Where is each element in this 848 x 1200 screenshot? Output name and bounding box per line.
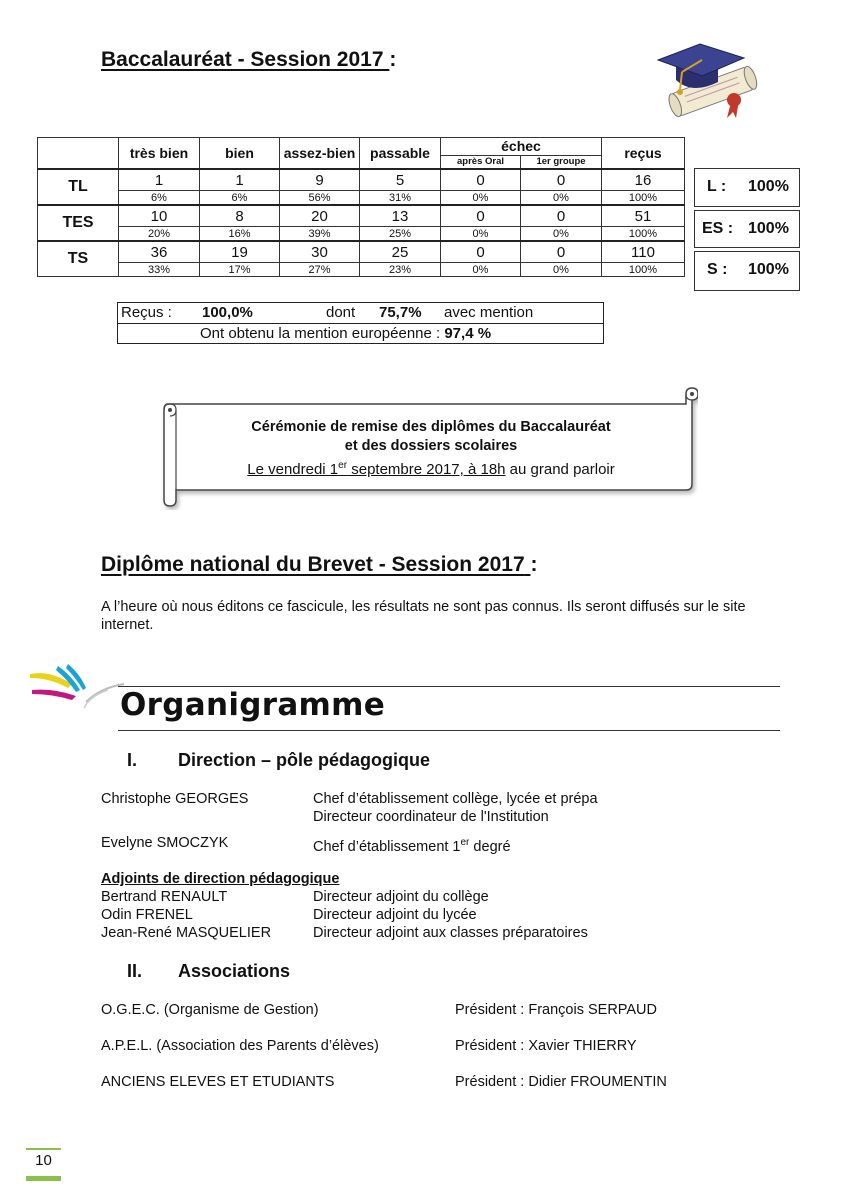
table-cell-pct: 17% (200, 263, 280, 277)
table-cell-pct: 100% (602, 227, 685, 242)
graduation-cap-diploma-icon (652, 40, 764, 122)
table-cell-pct: 100% (602, 191, 685, 206)
recus-dont: dont (326, 304, 356, 321)
table-cell: 5 (360, 169, 441, 191)
table-cell: 1 (200, 169, 280, 191)
side-box-es (694, 210, 800, 248)
staff-role-pre: Chef d’établissement 1 (313, 838, 461, 855)
brevet-heading-text: Diplôme national du Brevet - Session 2017 (101, 553, 525, 576)
staff-role (313, 834, 511, 856)
organigramme-title: Organigramme (120, 687, 386, 723)
association-name: A.P.E.L. (Association des Parents d’élèves) (101, 1038, 379, 1054)
brevet-heading (101, 553, 537, 577)
page-number: 10 (35, 1152, 52, 1169)
section-1-number: I. (127, 750, 138, 770)
recus-summary-box (117, 302, 604, 344)
table-cell: 16 (602, 169, 685, 191)
side-label: L : (707, 178, 727, 195)
ceremony-date-sup: er (338, 460, 348, 471)
col-header-recus: reçus (602, 138, 685, 170)
section-2-title: Associations (178, 961, 291, 981)
ceremony-date-line (176, 456, 686, 479)
table-cell: 36 (119, 241, 200, 263)
bac-heading (101, 48, 396, 72)
table-cell: 1 (119, 169, 200, 191)
side-label: ES : (702, 220, 734, 237)
table-cell-pct: 20% (119, 227, 200, 242)
section-2-number: II. (127, 961, 143, 981)
staff-name: Bertrand RENAULT (101, 889, 228, 905)
europe-value: 97,4 % (444, 325, 492, 342)
staff-name: Christophe GEORGES (101, 791, 249, 807)
ceremony-date-pre: Le vendredi 1 (247, 461, 339, 478)
ceremony-date-post: septembre 2017, à 18h (347, 461, 506, 478)
table-cell: 0 (441, 169, 521, 191)
col-subheader-1er-groupe: 1er groupe (521, 155, 602, 169)
page-number-rule-top (26, 1148, 61, 1150)
table-cell: 51 (602, 205, 685, 227)
association-name: O.G.E.C. (Organisme de Gestion) (101, 1002, 319, 1018)
side-value: 100% (748, 261, 789, 278)
table-cell: 0 (521, 241, 602, 263)
table-cell-pct: 6% (119, 191, 200, 206)
table-cell: 19 (200, 241, 280, 263)
staff-role-2: Directeur coordinateur de l'Institution (313, 809, 549, 825)
row-label-tl: TL (38, 169, 119, 205)
europe-row (118, 324, 603, 343)
institution-logo-icon (28, 662, 124, 728)
table-cell-pct: 0% (441, 227, 521, 242)
association-name: ANCIENS ELEVES ET ETUDIANTS (101, 1074, 335, 1090)
table-cell-pct: 0% (521, 263, 602, 277)
table-cell-pct: 6% (200, 191, 280, 206)
recus-value: 100,0% (202, 304, 253, 321)
ceremony-text (176, 418, 686, 479)
side-box-l (694, 168, 800, 207)
table-corner (38, 138, 119, 170)
staff-role: Directeur adjoint aux classes préparatoires (313, 925, 588, 941)
association-president: Président : François SERPAUD (455, 1002, 657, 1018)
table-cell: 0 (441, 205, 521, 227)
brevet-heading-colon: : (530, 553, 538, 576)
row-label-tes: TES (38, 205, 119, 241)
side-label: S : (707, 261, 728, 278)
staff-role: Directeur adjoint du collège (313, 889, 489, 905)
bac-results-table (37, 137, 685, 277)
bac-heading-colon: : (389, 48, 397, 71)
europe-text: Ont obtenu la mention européenne : (200, 325, 445, 342)
table-cell: 0 (521, 169, 602, 191)
recus-avec-mention: avec mention (444, 304, 534, 321)
brevet-paragraph: A l’heure où nous éditons ce fascicule, les résultats ne sont pas connus. Ils seront diffusés sur le site internet. (101, 599, 746, 633)
table-cell: 13 (360, 205, 441, 227)
table-cell-pct: 31% (360, 191, 441, 206)
organigramme-rule-bottom (118, 730, 780, 731)
staff-role: Chef d’établissement collège, lycée et prépa (313, 791, 598, 807)
table-cell-pct: 0% (441, 263, 521, 277)
row-label-ts: TS (38, 241, 119, 277)
recus-label: Reçus : (121, 304, 172, 321)
table-cell-pct: 39% (280, 227, 360, 242)
ceremony-place: au grand parloir (505, 461, 615, 478)
staff-name: Evelyne SMOCZYK (101, 835, 229, 851)
association-president: Président : Didier FROUMENTIN (455, 1074, 667, 1090)
table-cell-pct: 27% (280, 263, 360, 277)
table-cell: 10 (119, 205, 200, 227)
table-cell: 8 (200, 205, 280, 227)
table-cell-pct: 16% (200, 227, 280, 242)
side-value: 100% (748, 178, 789, 195)
adjoints-heading: Adjoints de direction pédagogique (101, 871, 340, 887)
side-box-s (694, 251, 800, 291)
section-1-title: Direction – pôle pédagogique (178, 750, 431, 770)
col-header-tres-bien: très bien (119, 138, 200, 170)
table-cell: 20 (280, 205, 360, 227)
col-header-echec: échec (441, 138, 602, 156)
recus-row (118, 303, 603, 324)
staff-name: Jean-René MASQUELIER (101, 925, 272, 941)
staff-name: Odin FRENEL (101, 907, 193, 923)
table-cell-pct: 23% (360, 263, 441, 277)
staff-role-post: degré (469, 838, 511, 855)
ceremony-line2: et des dossiers scolaires (344, 438, 518, 454)
table-cell-pct: 0% (521, 227, 602, 242)
side-value: 100% (748, 220, 789, 237)
col-subheader-apres-oral: après Oral (441, 155, 521, 169)
table-cell: 110 (602, 241, 685, 263)
staff-role-sup: er (460, 837, 470, 848)
table-cell: 0 (441, 241, 521, 263)
table-cell-pct: 56% (280, 191, 360, 206)
col-header-bien: bien (200, 138, 280, 170)
col-header-passable: passable (360, 138, 441, 170)
table-cell-pct: 25% (360, 227, 441, 242)
table-cell-pct: 100% (602, 263, 685, 277)
col-header-assez-bien: assez-bien (280, 138, 360, 170)
ceremony-line1: Cérémonie de remise des diplômes du Baccalauréat (251, 419, 611, 435)
page-number-rule-bottom (26, 1176, 61, 1181)
table-cell: 25 (360, 241, 441, 263)
table-cell: 9 (280, 169, 360, 191)
association-president: Président : Xavier THIERRY (455, 1038, 637, 1054)
staff-role: Directeur adjoint du lycée (313, 907, 477, 923)
table-cell: 30 (280, 241, 360, 263)
table-cell-pct: 33% (119, 263, 200, 277)
table-cell-pct: 0% (521, 191, 602, 206)
bac-heading-text: Baccalauréat - Session 2017 (101, 48, 384, 71)
recus-mention-value: 75,7% (379, 304, 422, 321)
table-cell: 0 (521, 205, 602, 227)
table-cell-pct: 0% (441, 191, 521, 206)
